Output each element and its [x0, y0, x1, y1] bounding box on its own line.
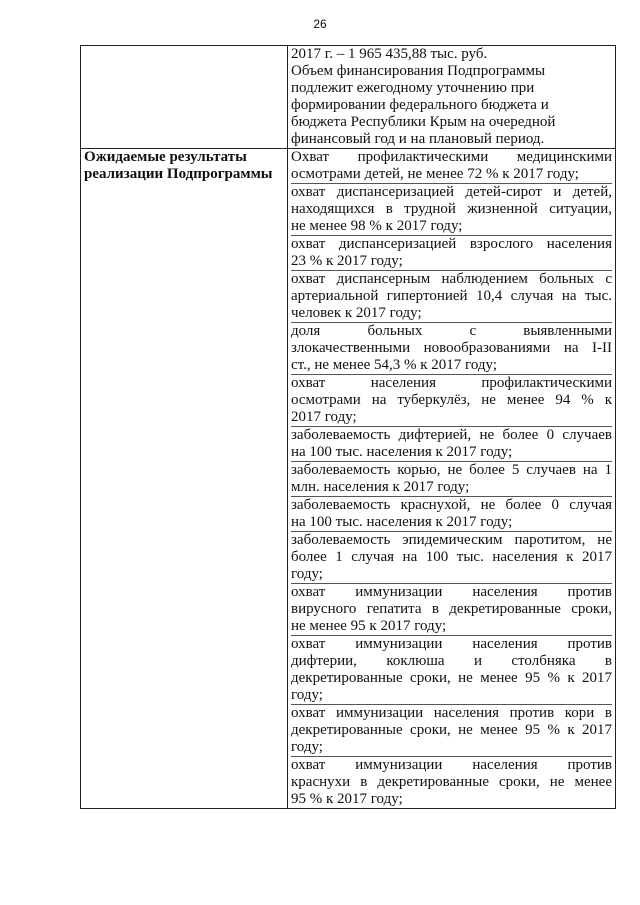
text-line: финансовый год и на плановый период.	[291, 131, 545, 147]
text-line: Объем финансирования Подпрограммы	[291, 63, 546, 79]
text-line: не менее 98 % к 2017 году;	[291, 218, 463, 234]
text-line: более 1 случая на 100 тыс. населения к 2017	[291, 549, 612, 565]
list-item	[291, 636, 612, 705]
list-item	[291, 184, 612, 236]
text-line: формировании федерального бюджета и	[291, 97, 549, 113]
empty-label-cell	[81, 46, 288, 149]
passport-table	[80, 45, 616, 809]
text-line: году;	[291, 739, 323, 755]
text-line: млн. населения к 2017 году;	[291, 479, 470, 495]
list-item	[291, 271, 612, 323]
text-line: находящихся в трудной жизненной ситуации,	[291, 201, 612, 217]
text-line: охват диспансеризацией детей-сирот и детей,	[291, 184, 612, 200]
list-item	[291, 705, 612, 757]
text-line: заболеваемость корью, не более 5 случаев на 1	[291, 462, 612, 478]
text-line: охват иммунизации населения против	[291, 757, 612, 773]
text-line: заболеваемость эпидемическим паротитом, не	[291, 532, 612, 548]
text-line: году;	[291, 687, 323, 703]
list-item	[291, 532, 612, 584]
text-line: подлежит ежегодному уточнению при	[291, 80, 535, 96]
text-line: вирусного гепатита в декретированные сроки,	[291, 601, 612, 617]
text-line: бюджета Республики Крым на очередной	[291, 114, 556, 130]
text-line: охват диспансеризацией взрослого населения	[291, 236, 612, 252]
text-line: артериальной гипертонией 10,4 случая на тыс.	[291, 288, 612, 304]
table-row-financing	[81, 46, 616, 149]
text-line: доля больных с выявленными	[291, 323, 612, 339]
text-line: злокачественными новообразованиями на I-II	[291, 340, 612, 356]
financing-cell	[288, 46, 616, 149]
page-number: 26	[313, 17, 327, 31]
text-line: на 100 тыс. населения к 2017 году;	[291, 514, 513, 530]
text-line: ст., не менее 54,3 % к 2017 году;	[291, 357, 497, 373]
text-line: охват иммунизации населения против кори в	[291, 705, 612, 721]
list-item	[291, 323, 612, 375]
list-item	[291, 584, 612, 636]
text-line: на 100 тыс. населения к 2017 году;	[291, 444, 513, 460]
text-line: охват иммунизации населения против	[291, 584, 612, 600]
text-line: охват иммунизации населения против	[291, 636, 612, 652]
list-item	[291, 427, 612, 462]
text-line: заболеваемость дифтерией, не более 0 случаев	[291, 427, 612, 443]
text-line: осмотрами детей, не менее 72 % к 2017 году;	[291, 166, 579, 182]
text-line: не менее 95 к 2017 году;	[291, 618, 447, 634]
list-item	[291, 375, 612, 427]
text-line: дифтерии, коклюша и столбняка в	[291, 653, 612, 669]
list-item	[291, 236, 612, 271]
text-line: декретированные сроки, не менее 95 % к 2017	[291, 670, 612, 686]
text-line: осмотрами на туберкулёз, не менее 94 % к	[291, 392, 612, 408]
list-item	[291, 757, 612, 808]
text-line: охват диспансерным наблюдением больных с	[291, 271, 612, 287]
list-item	[291, 149, 612, 184]
text-line: году;	[291, 566, 323, 582]
text-line: 23 % к 2017 году;	[291, 253, 403, 269]
expected-results-heading: Ожидаемые результаты реализации Подпрограммы	[81, 149, 288, 809]
text-line: Охват профилактическими медицинскими	[291, 149, 612, 165]
list-item	[291, 462, 612, 497]
text-line: 95 % к 2017 году;	[291, 791, 403, 807]
list-item	[291, 497, 612, 532]
table-row-expected-results	[81, 149, 616, 809]
expected-results-cell	[288, 149, 616, 809]
text-line: 2017 году;	[291, 409, 357, 425]
text-line: заболеваемость краснухой, не более 0 случая	[291, 497, 612, 513]
text-line: охват населения профилактическими	[291, 375, 612, 391]
text-line: декретированные сроки, не менее 95 % к 2017	[291, 722, 612, 738]
text-line: 2017 г. – 1 965 435,88 тыс. руб.	[291, 46, 488, 62]
text-line: краснухи в декретированные сроки, не менее	[291, 774, 612, 790]
text-line: человек к 2017 году;	[291, 305, 422, 321]
